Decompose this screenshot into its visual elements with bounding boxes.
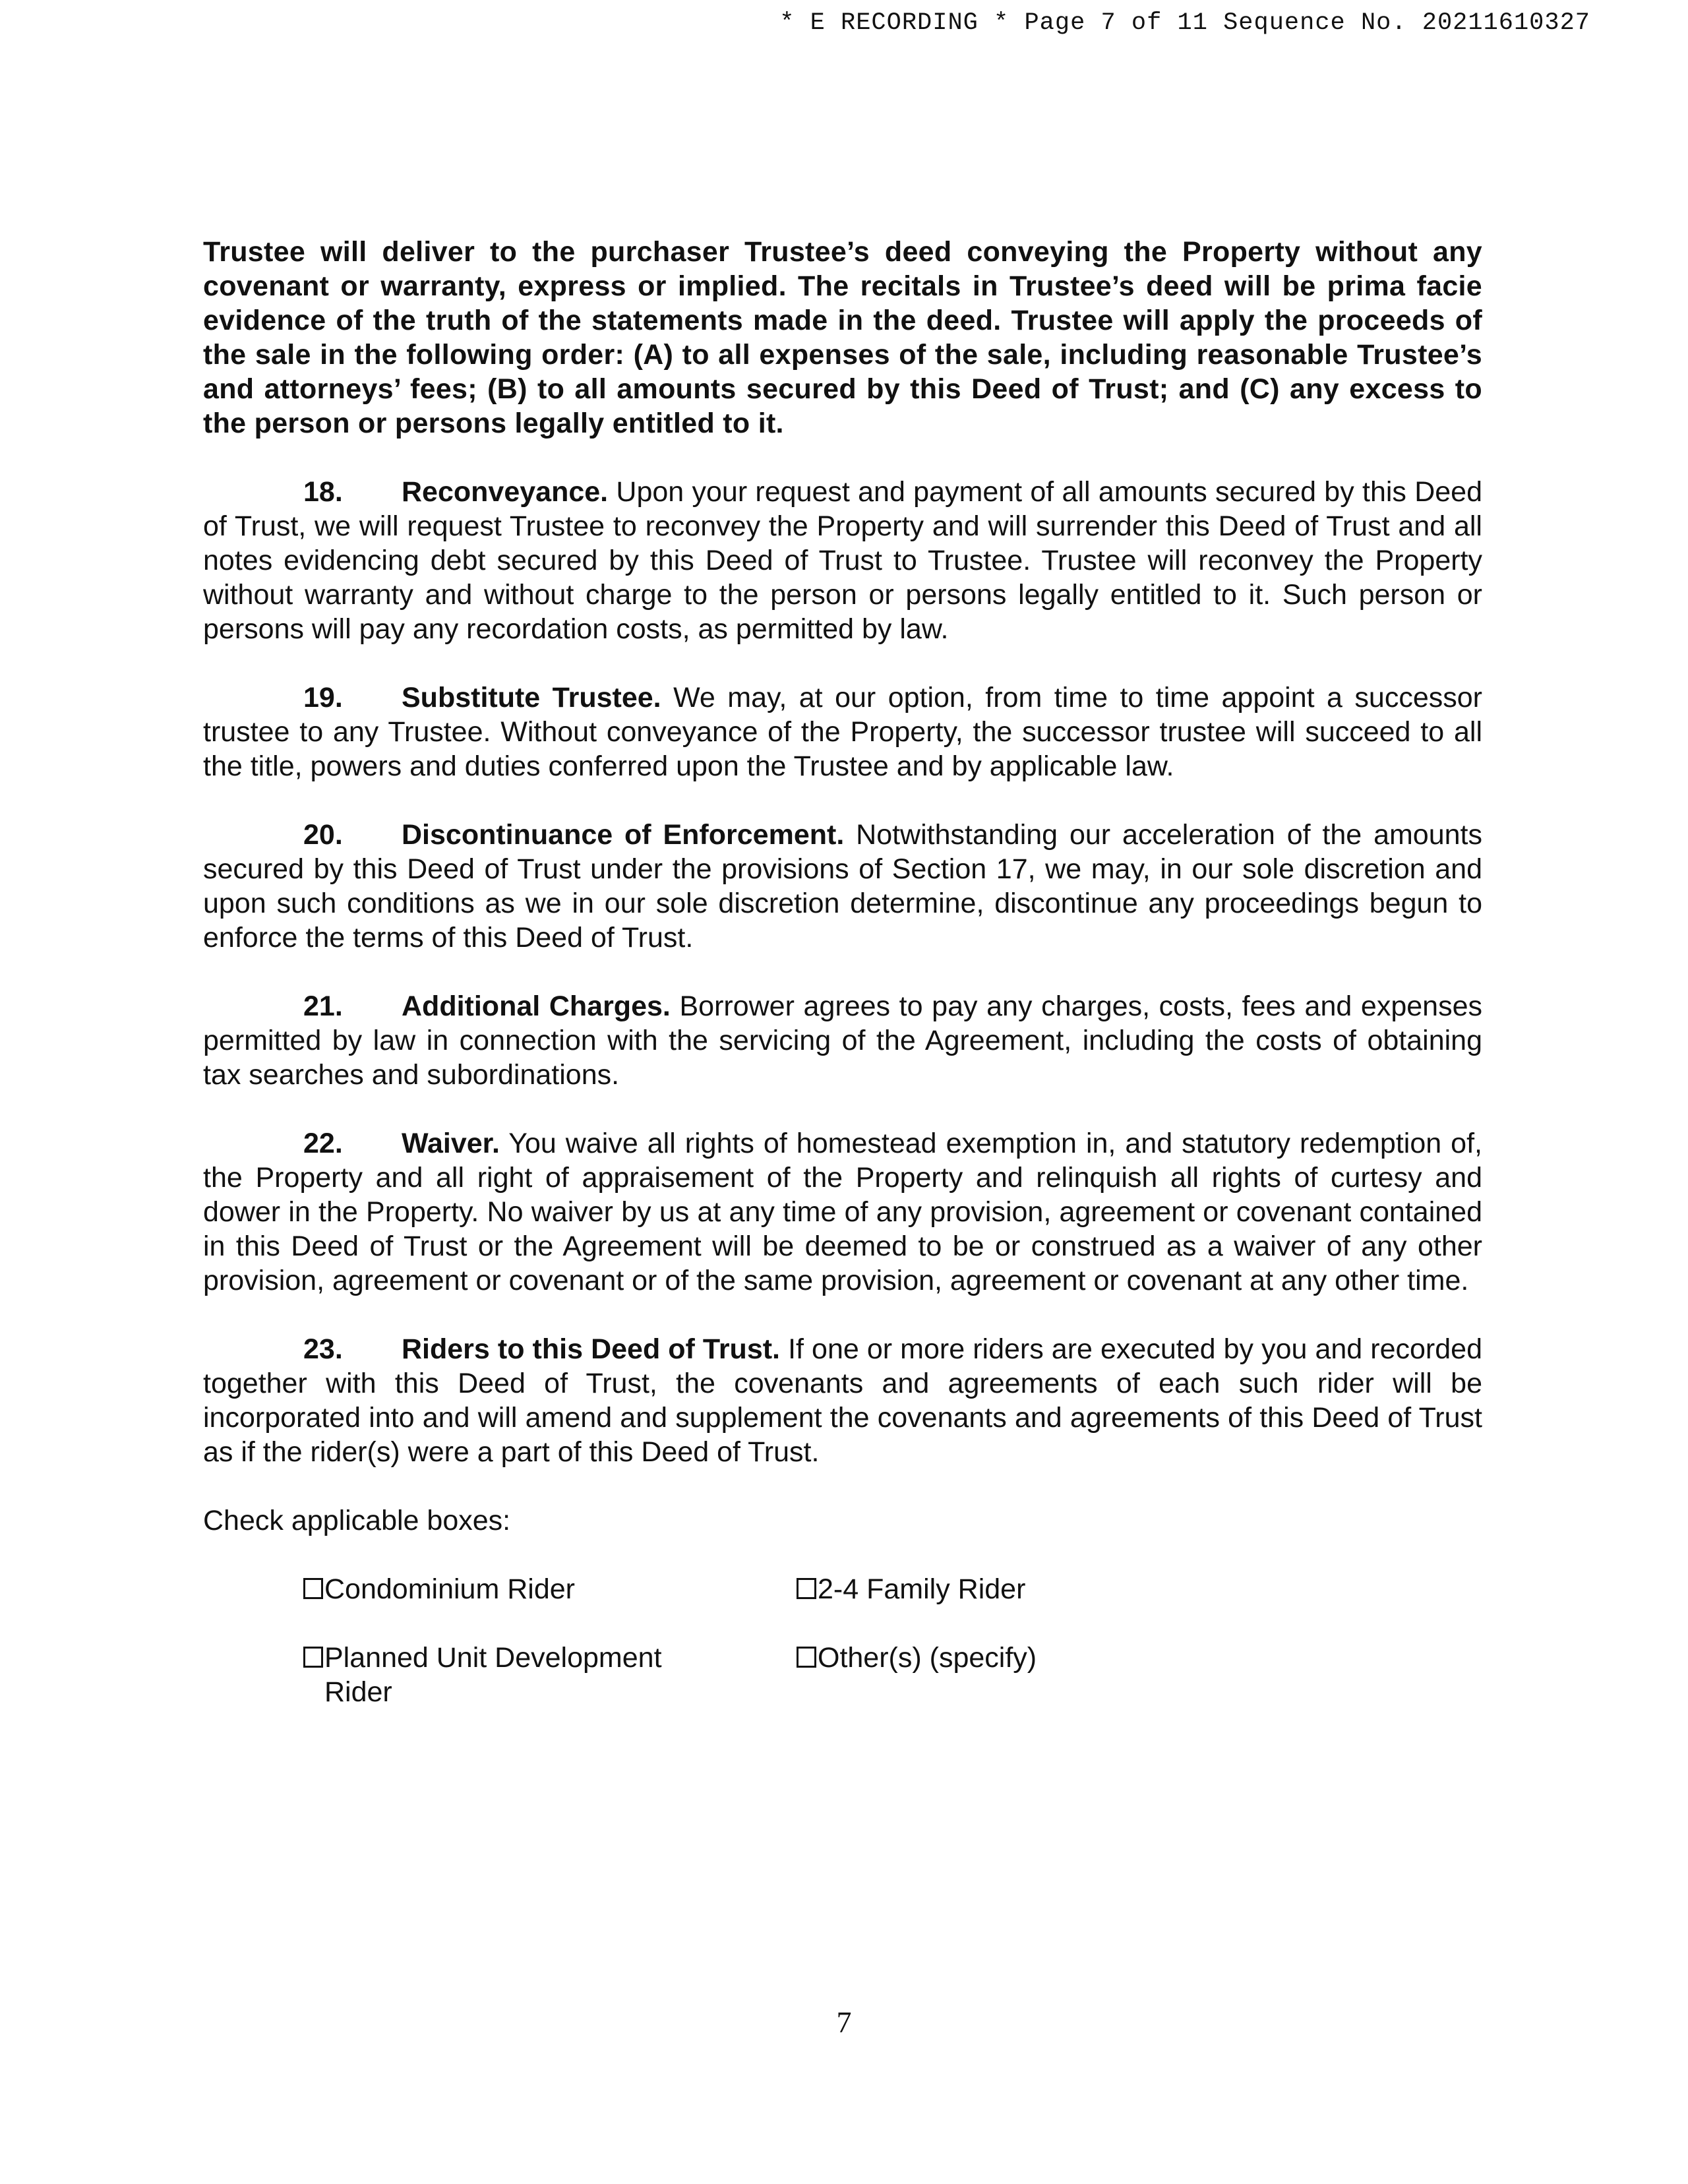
section-body: Upon your request and payment of all amounts secured by this Deed of Trust, we will request Trustee to reconvey the Property and will surrender this Deed of Trust and all notes evidencing debt secured by this Deed of Trust to Trustee. Trustee will reconvey the Property without warranty and without charge to the person or persons legally entitled to it. Such person or persons will pay any recordation costs, as permitted by law. [203, 476, 1482, 645]
section-heading: Additional Charges. [402, 990, 671, 1022]
checkbox-label: Planned Unit Development Rider [324, 1642, 662, 1708]
section-heading: Discontinuance of Enforcement. [402, 819, 845, 851]
checkbox-pud-rider[interactable] [303, 1641, 694, 1709]
checkbox-square-icon[interactable] [797, 1647, 816, 1668]
section-number: 23. [303, 1333, 343, 1365]
section-number: 19. [303, 682, 343, 713]
section-19-substitute-trustee [203, 681, 1482, 783]
checkbox-family-rider[interactable] [797, 1572, 1025, 1606]
section-body: We may, at our option, from time to time appoint a successor trustee to any Trustee. Without conveyance of the Property, the successor trustee will succeed to all the title, powers and duties conferred upon the Trustee and by applicable law. [203, 682, 1482, 782]
section-22-waiver [203, 1126, 1482, 1298]
section-body: Borrower agrees to pay any charges, costs, fees and expenses permitted by law in connection with the servicing of the Agreement, including the costs of obtaining tax searches and subordinations. [203, 990, 1482, 1091]
section-body: Notwithstanding our acceleration of the amounts secured by this Deed of Trust under the provisions of Section 17, we may, in our sole discretion and upon such conditions as we in our sole discretion determine, discontinue any proceedings begun to enforce the terms of this Deed of Trust. [203, 819, 1482, 954]
section-number: 20. [303, 819, 343, 851]
section-body: You waive all rights of homestead exemption in, and statutory redemption of, the Property and all right of appraisement of the Property and relinquish all rights of curtesy and dower in the Property. No waiver by us at any time of any provision, agreement or covenant contained in this Deed of Trust or the Agreement will be deemed to be or construed as a waiver of any other provision, agreement or covenant or of the same provision, agreement or covenant at any other time. [203, 1128, 1482, 1296]
section-number: 22. [303, 1128, 343, 1159]
checkbox-square-icon[interactable] [303, 1578, 323, 1599]
section-number: 21. [303, 990, 343, 1022]
recording-header: * E RECORDING * Page 7 of 11 Sequence No. 20211610327 [779, 9, 1590, 37]
checkbox-label: Other(s) (specify) [818, 1642, 1037, 1674]
rider-checkbox-group [203, 1572, 1482, 1730]
section-body: If one or more riders are executed by you and recorded together with this Deed of Trust, the covenants and agreements of each such rider will be incorporated into and will amend and supplement the covenants and agreements of this Deed of Trust as if the rider(s) were a part of this Deed of Trust. [203, 1333, 1482, 1468]
checkbox-label: 2-4 Family Rider [818, 1573, 1026, 1605]
section-21-additional-charges [203, 989, 1482, 1092]
checkbox-square-icon[interactable] [797, 1578, 816, 1599]
section-18-reconveyance [203, 475, 1482, 646]
section-number: 18. [303, 476, 343, 508]
document-body [203, 235, 1482, 1730]
section-heading: Waiver. [402, 1128, 500, 1159]
section-heading: Riders to this Deed of Trust. [402, 1333, 781, 1365]
section-20-discontinuance [203, 818, 1482, 955]
checkbox-other-rider[interactable] [797, 1641, 1037, 1675]
checkbox-label: Condominium Rider [324, 1573, 575, 1605]
section-heading: Reconveyance. [402, 476, 609, 508]
checkbox-square-icon[interactable] [303, 1647, 323, 1668]
trustee-sale-continuation: Trustee will deliver to the purchaser Trustee’s deed conveying the Property without any covenant or warranty, express or implied. The recitals in Trustee’s deed will be prima facie evidence of the truth of the statements made in the deed. Trustee will apply the proceeds of the sale in the following order: (A) to all expenses of the sale, including reasonable Trustee’s and attorneys’ fees; (B) to all amounts secured by this Deed of Trust; and (C) any excess to the person or persons legally entitled to it. [203, 236, 1482, 439]
page-number: 7 [836, 2005, 852, 2039]
section-23-riders [203, 1332, 1482, 1469]
checkbox-instructions: Check applicable boxes: [203, 1505, 511, 1536]
checkbox-condominium-rider[interactable] [303, 1572, 575, 1606]
section-heading: Substitute Trustee. [402, 682, 661, 713]
